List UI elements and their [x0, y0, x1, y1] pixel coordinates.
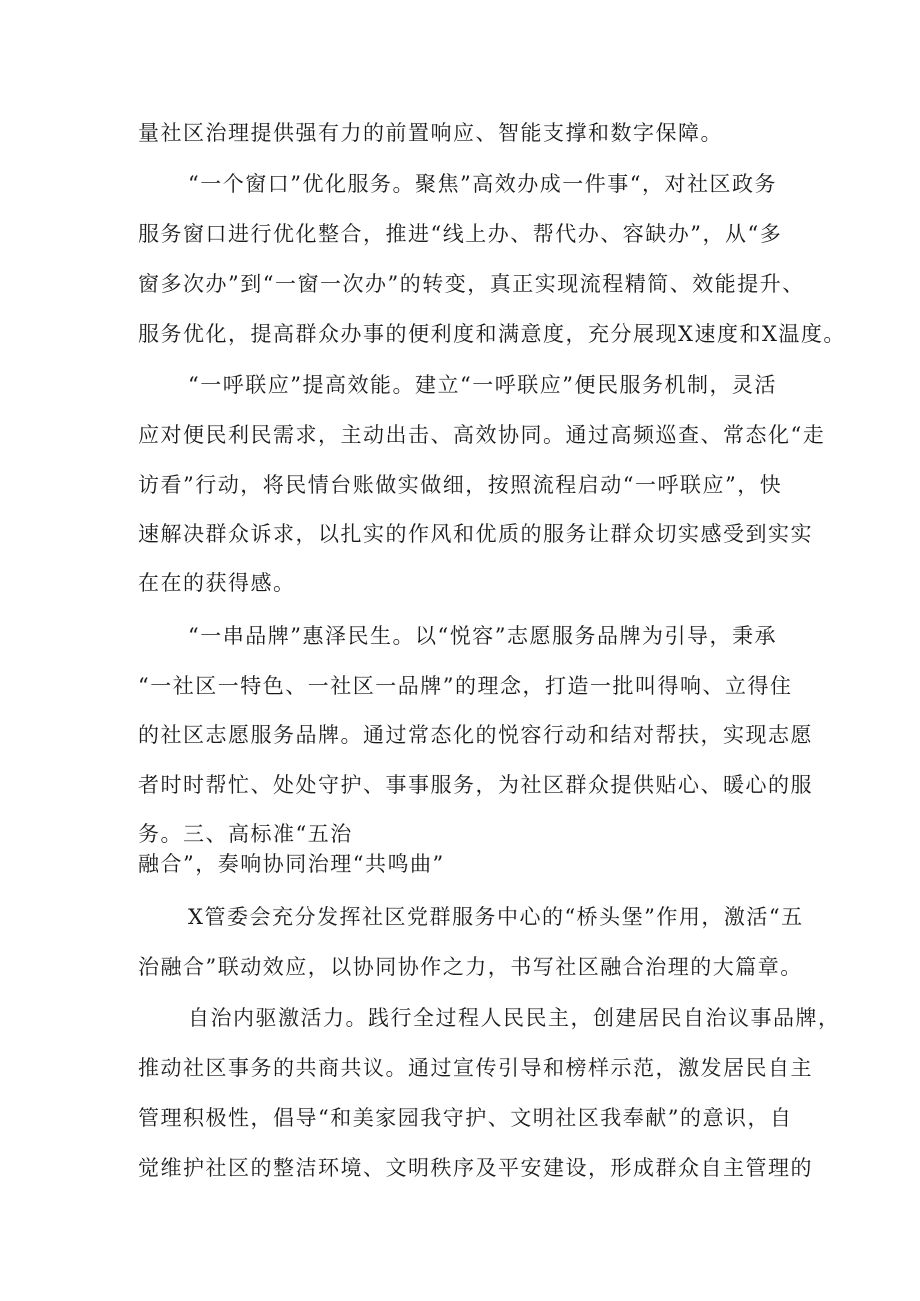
text-line: “一社区一特色、一社区一品牌”的理念，打造一批叫得响、立得住 [138, 674, 793, 698]
text-line: X管委会充分发挥社区党群服务中心的“桥头堡”作用，激活“五 [188, 905, 804, 929]
text-line: 在在的获得感。 [138, 571, 296, 595]
text-line: 服务优化，提高群众办事的便利度和满意度，充分展现X速度和X温度。 [138, 322, 846, 346]
text-line: “一呼联应”提高效能。建立“一呼联应”便民服务机制，灵活 [188, 373, 777, 397]
text-line: 者时时帮忙、处处守护、事事服务，为社区群众提供贴心、暖心的服 [138, 773, 813, 797]
text-line: “一串品牌”惠泽民生。以“悦容”志愿服务品牌为引导，秉承 [188, 624, 777, 648]
text-line: 管理积极性，倡导“和美家园我守护、文明社区我奉献”的意识，自 [138, 1106, 793, 1130]
text-line: 服务窗口进行优化整合，推进“线上办、帮代办、容缺办”，从“多 [138, 222, 783, 246]
text-line: 窗多次办”到“一窗一次办”的转变，真正实现流程精简、效能提升、 [138, 272, 805, 296]
text-line: “一个窗口”优化服务。聚焦”高效办成一件事“，对社区政务 [188, 172, 777, 196]
text-line: 速解决群众诉求，以扎实的作风和优质的服务让群众切实感受到实实 [138, 522, 813, 546]
text-line: 应对便民利民需求，主动出击、高效协同。通过高频巡查、常态化“走 [138, 423, 826, 447]
text-line: 量社区治理提供强有力的前置响应、智能支撑和数字保障。 [138, 121, 723, 145]
text-line: 推动社区事务的共商共议。通过宣传引导和榜样示范，激发居民自主 [138, 1056, 813, 1080]
text-line: 的社区志愿服务品牌。通过常态化的悦容行动和结对帮扶，实现志愿 [138, 723, 813, 747]
text-line: 治融合”联动效应，以协同协作之力，书写社区融合治理的大篇章。 [138, 955, 803, 979]
text-line: 觉维护社区的整洁环境、文明秩序及平安建设，形成群众自主管理的 [138, 1156, 813, 1180]
section-heading-line: 务。三、高标准“五治 [138, 822, 353, 846]
section-heading-line: 融合”，奏响协同治理“共鸣曲” [138, 852, 445, 876]
text-line: 访看”行动，将民情台账做实做细，按照流程启动“一呼联应”，快 [138, 473, 783, 497]
text-line: 自治内驱激活力。践行全过程人民民主，创建居民自治议事品牌， [188, 1006, 841, 1030]
